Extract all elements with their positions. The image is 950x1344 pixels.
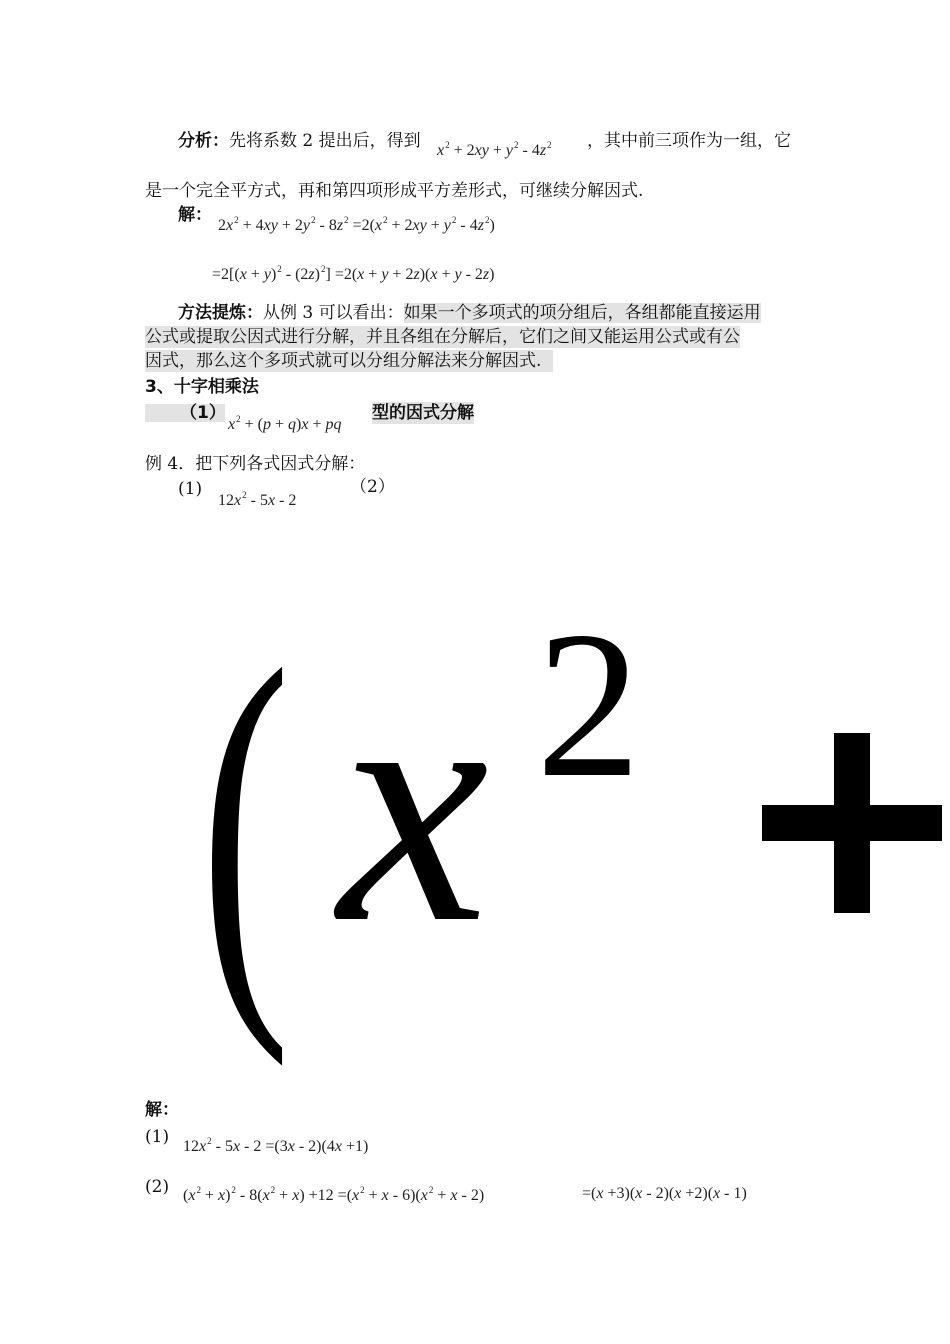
subheading-formula: $x^2 + (p + q)x$ + pq xyxy=(228,414,342,433)
solution-label: 解： xyxy=(178,205,212,225)
section-heading: 3、十字相乘法 xyxy=(145,377,259,397)
method-highlight-1: 如果一个多项式的项分组后，各组都能直接运用 xyxy=(403,303,761,323)
answer-label: 解： xyxy=(145,1100,179,1120)
example-part-2-number: （2） xyxy=(350,477,395,497)
method-line-3: 因式，那么这个多项式就可以分组分解法来分解因式. xyxy=(145,350,553,372)
big-left-paren: ( xyxy=(200,581,291,1068)
example-part-1-formula: $12x^2 - 5x - 2$ xyxy=(218,490,297,509)
answer-part-1-formula: $12x^2 - 5x - 2 =(3x - 2)(4x +1)$ xyxy=(183,1136,369,1155)
solution-formula-2: $=2[(x + y)^2 - (2z)^2] =2(x + y + 2z)(x + y - 2z)$ xyxy=(212,264,495,283)
analysis-line-1 xyxy=(178,130,421,152)
analysis-text-before: 先将系数 2 提出后，得到 xyxy=(229,131,421,151)
answer-part-1-number: (1) xyxy=(145,1127,170,1147)
method-line-2: 公式或提取公因式进行分解，并且各组在分解后，它们之间又能运用公式或有公 xyxy=(145,327,740,347)
answer-part-2-result: =(x +3)(x - 2)(x +2)(x - 1) xyxy=(582,1185,747,1202)
big-plus-sign xyxy=(762,733,942,913)
plus-vertical-bar xyxy=(834,733,870,913)
example-title: 例 4．把下列各式因式分解： xyxy=(145,454,366,474)
analysis-formula: $x^2 + 2xy + y^2 - 4z^2$ xyxy=(437,140,552,159)
analysis-label: 分析： xyxy=(178,131,229,151)
example-part-1-number: (1) xyxy=(178,479,203,499)
analysis-line-2: 是一个完全平方式，再和第四项形成平方差形式，可继续分解因式. xyxy=(145,181,644,201)
answer-part-2-number: (2) xyxy=(145,1177,170,1197)
analysis-text-after: ，其中前三项作为一组，它 xyxy=(587,131,791,151)
big-x: x xyxy=(338,616,489,993)
big-exponent-2: 2 xyxy=(536,589,641,821)
method-line-1 xyxy=(178,302,761,324)
subheading-number: （1） xyxy=(180,403,226,423)
solution-formula-1: $2x^2 + 4xy + 2y^2 - 8z^2 =2(x^2 + 2xy + y^2 - 4z^2)$ xyxy=(218,215,495,234)
method-intro: 从例 3 可以看出： xyxy=(263,303,404,323)
method-label: 方法提炼： xyxy=(178,303,263,323)
answer-part-2-formula: $(x^2 + x)^2 - 8(x^2 + x) +12 =(x^2 + x - 6)(x^2 + x - 2)$ xyxy=(183,1185,485,1204)
subheading-suffix: 型的因式分解 xyxy=(372,403,474,423)
